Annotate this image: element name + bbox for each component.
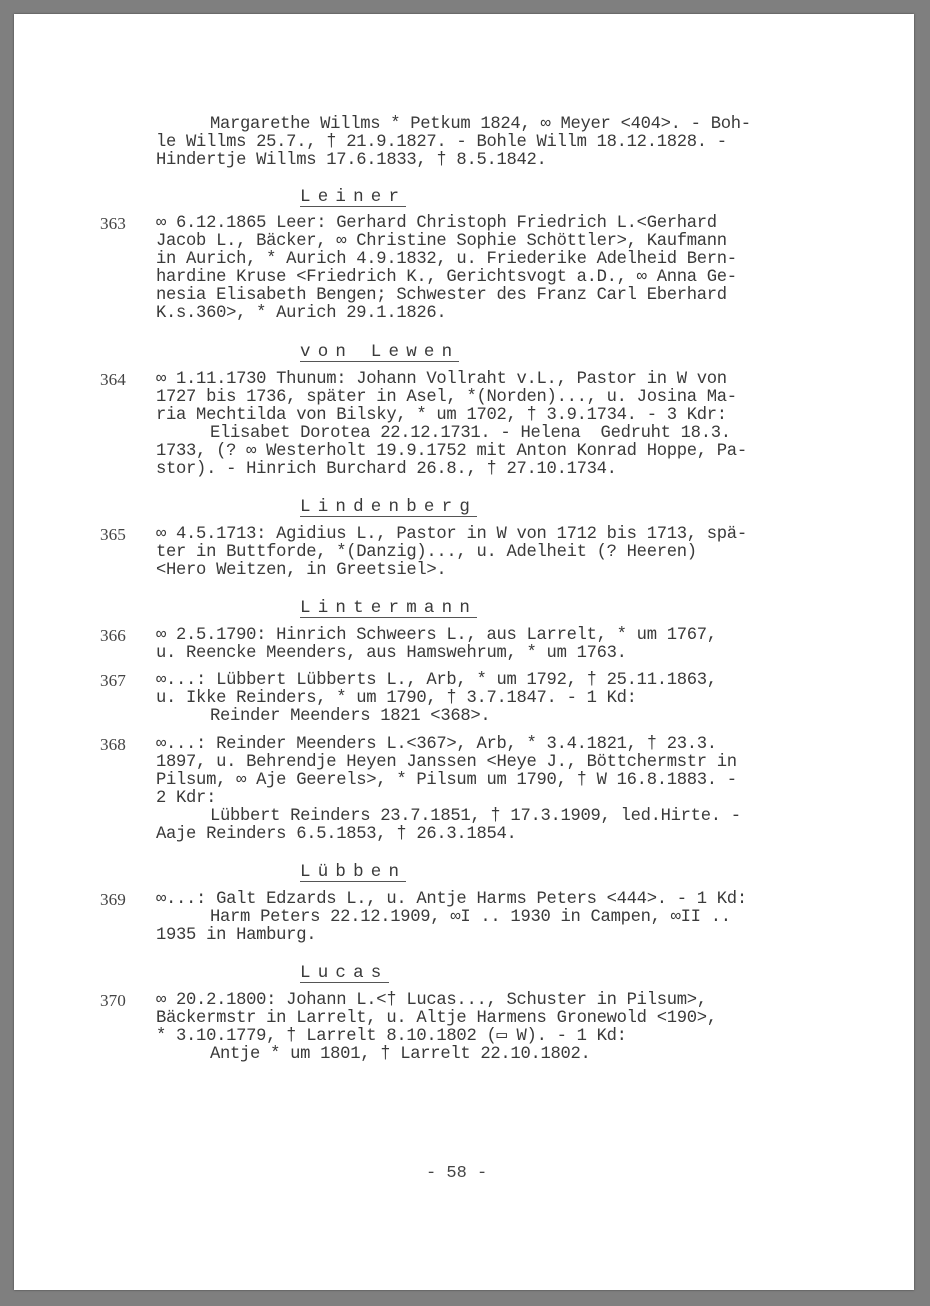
entry-line: Aaje Reinders 6.5.1853, † 26.3.1854.: [156, 825, 517, 844]
entry-line: Pilsum, ∞ Aje Geerels>, * Pilsum um 1790, † W 16.8.1883. -: [156, 771, 737, 790]
entry-line: ∞...: Lübbert Lübberts L., Arb, * um 1792, † 25.11.1863,: [156, 671, 717, 690]
entry-line: stor). - Hinrich Burchard 26.8., † 27.10.1734.: [156, 460, 617, 479]
entry-line: Lübbert Reinders 23.7.1851, † 17.3.1909, led.Hirte. -: [210, 807, 741, 826]
entry-line: 1733, (? ∞ Westerholt 19.9.1752 mit Anton Konrad Hoppe, Pa-: [156, 442, 747, 461]
heading-lintermann: Lintermann: [300, 598, 478, 618]
entry-number: 364: [100, 370, 126, 389]
entry-line: 1897, u. Behrendje Heyen Janssen <Heye J., Böttchermstr in: [156, 753, 737, 772]
entry-line: ∞ 2.5.1790: Hinrich Schweers L., aus Larrelt, * um 1767,: [156, 626, 717, 645]
entry-number: 370: [100, 991, 126, 1010]
entry-number: 369: [100, 890, 126, 909]
document-page: [14, 14, 914, 1290]
entry-line: in Aurich, * Aurich 4.9.1832, u. Friederike Adelheid Bern-: [156, 250, 737, 269]
entry-line: ∞...: Galt Edzards L., u. Antje Harms Peters <444>. - 1 Kd:: [156, 890, 747, 909]
entry-number: 366: [100, 626, 126, 645]
entry-number: 368: [100, 735, 126, 754]
heading-von-lewen: von Lewen: [300, 342, 460, 362]
entry-line: 2 Kdr:: [156, 789, 217, 808]
entry-line: K.s.360>, * Aurich 29.1.1826.: [156, 304, 447, 323]
entry-line: Elisabet Dorotea 22.12.1731. - Helena Gedruht 18.3.: [210, 424, 731, 443]
heading-lindenberg: Lindenberg: [300, 497, 478, 517]
entry-line: ria Mechtilda von Bilsky, * um 1702, † 3.9.1734. - 3 Kdr:: [156, 406, 727, 425]
entry-line: ∞ 4.5.1713: Agidius L., Pastor in W von 1712 bis 1713, spä-: [156, 525, 747, 544]
intro-line: Hindertje Willms 17.6.1833, † 8.5.1842.: [156, 151, 547, 170]
entry-number: 363: [100, 214, 126, 233]
entry-number: 367: [100, 671, 126, 690]
entry-line: 1935 in Hamburg.: [156, 926, 317, 945]
intro-line: Margarethe Willms * Petkum 1824, ∞ Meyer <404>. - Boh-: [210, 115, 751, 134]
heading-luebben: Lübben: [300, 862, 407, 882]
intro-line: le Willms 25.7., † 21.9.1827. - Bohle Willm 18.12.1828. -: [156, 133, 727, 152]
entry-line: ∞ 6.12.1865 Leer: Gerhard Christoph Friedrich L.<Gerhard: [156, 214, 717, 233]
entry-number: 365: [100, 525, 126, 544]
entry-line: Harm Peters 22.12.1909, ∞I .. 1930 in Campen, ∞II ..: [210, 908, 731, 927]
entry-line: u. Reencke Meenders, aus Hamswehrum, * um 1763.: [156, 644, 627, 663]
entry-line: <Hero Weitzen, in Greetsiel>.: [156, 561, 447, 580]
entry-line: Jacob L., Bäcker, ∞ Christine Sophie Schöttler>, Kaufmann: [156, 232, 727, 251]
entry-line: hardine Kruse <Friedrich K., Gerichtsvogt a.D., ∞ Anna Ge-: [156, 268, 737, 287]
entry-line: ∞...: Reinder Meenders L.<367>, Arb, * 3.4.1821, † 23.3.: [156, 735, 717, 754]
entry-line: ∞ 1.11.1730 Thunum: Johann Vollraht v.L., Pastor in W von: [156, 370, 727, 389]
entry-line: Reinder Meenders 1821 <368>.: [210, 707, 491, 726]
heading-lucas: Lucas: [300, 963, 389, 983]
entry-line: * 3.10.1779, † Larrelt 8.10.1802 (▭ W). - 1 Kd:: [156, 1027, 627, 1046]
page-number: - 58 -: [426, 1164, 488, 1183]
entry-line: ter in Buttforde, *(Danzig)..., u. Adelheit (? Heeren): [156, 543, 697, 562]
entry-line: nesia Elisabeth Bengen; Schwester des Franz Carl Eberhard: [156, 286, 727, 305]
entry-line: ∞ 20.2.1800: Johann L.<† Lucas..., Schuster in Pilsum>,: [156, 991, 707, 1010]
entry-line: u. Ikke Reinders, * um 1790, † 3.7.1847. - 1 Kd:: [156, 689, 637, 708]
entry-line: Bäckermstr in Larrelt, u. Altje Harmens Gronewold <190>,: [156, 1009, 717, 1028]
entry-line: 1727 bis 1736, später in Asel, *(Norden)..., u. Josina Ma-: [156, 388, 737, 407]
heading-leiner: Leiner: [300, 187, 407, 207]
entry-line: Antje * um 1801, † Larrelt 22.10.1802.: [210, 1045, 591, 1064]
